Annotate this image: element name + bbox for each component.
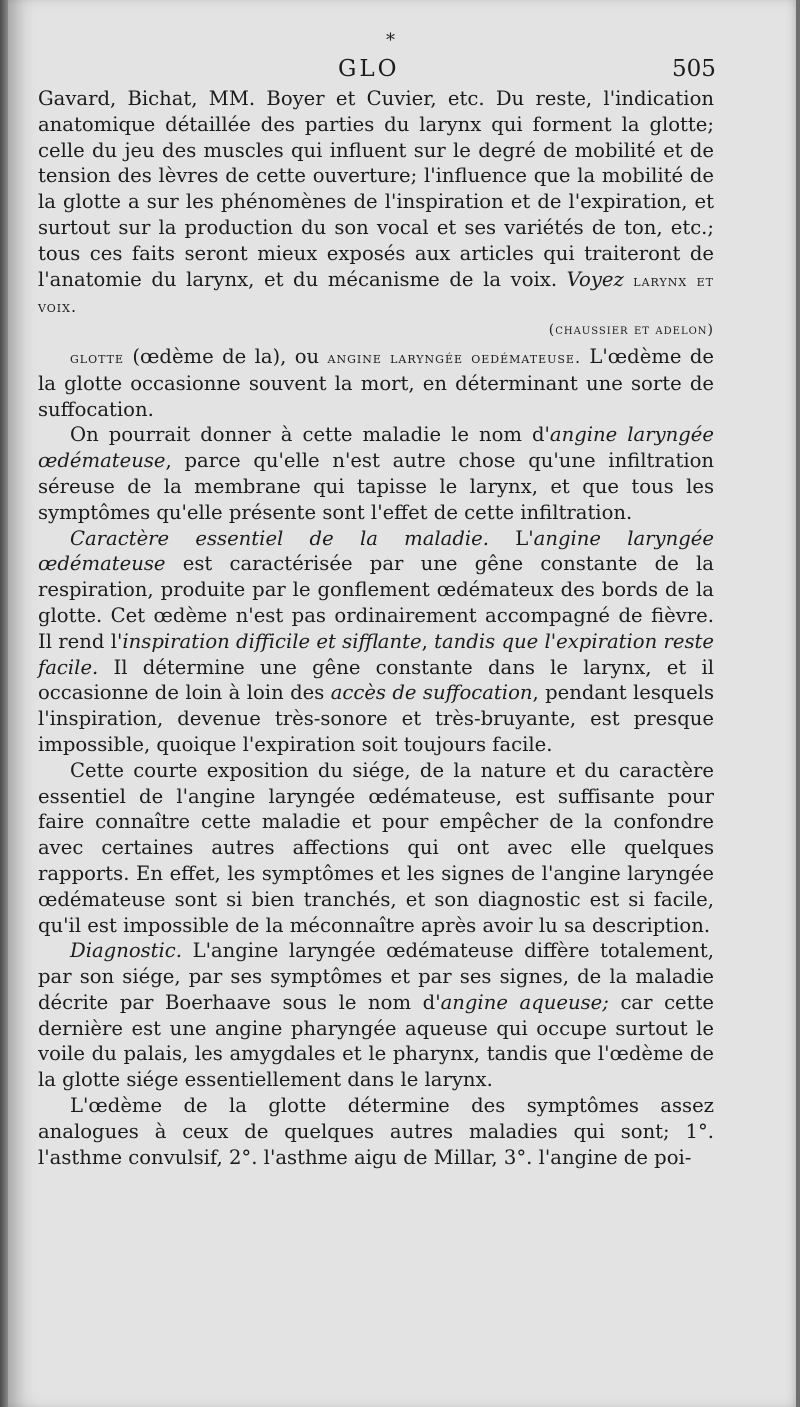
paragraph-diagnostic — [38, 938, 714, 1093]
page-number: 505 — [672, 56, 716, 82]
text-run: , parce qu'elle n'est autre chose qu'une infiltration séreuse de la membrane qui tapisse le larynx, et que tous les symptômes qu'elle présente sont l'effet de cette infiltration. — [38, 449, 714, 524]
cross-reference-targets: larynx et voix. — [38, 270, 715, 317]
book-page — [8, 0, 796, 1407]
paragraph: L'œdème de la glotte détermine des symptômes assez analogues à ceux de quelques autres maladies qui sont; 1°. l'asthme convulsif, 2°. l'asthme aigu de Millar, 3°. l'angine de poi- — [38, 1094, 714, 1169]
paragraph: Cette courte exposition du siége, de la nature et du caractère essentiel de l'angine laryngée œdémateuse, est suffisante pour faire connaître cette maladie et pour empêcher de la confondre avec certaines autres affections qui ont avec elle quelques rapports. En effet, les symptômes et les signes de l'angine laryngée œdémateuse sont si bien tranchés, et son diagnostic est si facile, qu'il est impossible de la méconnaître après avoir lu sa description. — [38, 758, 714, 937]
section-heading: Diagnostic. — [70, 939, 183, 963]
italic-term: angine aqueuse; — [440, 990, 609, 1014]
italic-term: angine laryngée œdémateuse — [38, 526, 714, 576]
entry-synonym: angine laryngée oedémateuse. — [327, 347, 582, 367]
section-heading: Caractère essentiel de la maladie. — [70, 526, 489, 550]
book-gutter — [0, 0, 8, 1407]
printer-mark: * — [386, 30, 395, 51]
body-text — [38, 86, 714, 1170]
text-run: est caractérisée par une gêne constante de la respiration, produite par le gonflement œdémateux des bords de la glotte. Cet œdème n'est pas ordinairement accompagné de fièvre. Il rend l' — [38, 552, 714, 653]
author-signature: (chaussier et adelon) — [548, 322, 714, 339]
text-run: On pourrait donner à cette maladie le nom d' — [70, 423, 550, 447]
paragraph-text: Gavard, Bichat, MM. Boyer et Cuvier, etc. Du reste, l'indication anatomique détaillée des parties du larynx qui forment la glotte; celle du jeu des muscles qui influent sur le degré de mobilité et de tension des lèvres de cette ouverture; l'influence que la mobilité de la glotte a sur les phénomènes de l'inspiration et de l'expiration, et surtout sur la production du son vocal et ses variétés de ton, etc.; tous ces faits seront mieux exposés aux articles qui traiteront de l'anatomie du larynx, et du mécanisme de la voix. — [38, 87, 714, 291]
paragraph-continued — [38, 86, 714, 320]
paragraph — [38, 422, 714, 525]
cross-reference-voyez: Voyez — [566, 267, 624, 291]
italic-term: angine laryngée œdémateuse — [38, 423, 714, 473]
entry-qualifier: (œdème de la), ou — [124, 344, 328, 368]
italic-term: tandis que l'expiration reste facile. — [38, 629, 714, 679]
text-run: L' — [489, 526, 534, 550]
italic-term: accès de suffocation — [330, 681, 533, 705]
entry-definition: L'œdème de la glotte occasionne souvent la mort, en déterminant une sorte de suffocation. — [38, 344, 714, 421]
italic-term: inspiration difficile et sifflante — [122, 629, 422, 653]
paragraph-caractere — [38, 526, 714, 758]
text-run: Il détermine une gêne constante dans le larynx, et il occasionne de loin à loin des — [38, 655, 714, 705]
text-run: L'angine laryngée œdémateuse diffère totalement, par son siége, par ses symptômes et par ses signes, de la maladie décrite par Boerhaave sous le nom d' — [38, 939, 714, 1014]
running-head: GLO — [338, 56, 400, 82]
entry-heading-paragraph — [38, 344, 714, 422]
text-run: , pendant lesquels l'inspiration, devenue très-sonore et très-bruyante, est presque impossible, quoique l'expiration soit toujours facile. — [38, 681, 714, 756]
text-run: , — [421, 629, 435, 653]
entry-headword: glotte — [70, 347, 125, 367]
text-run: car cette dernière est une angine pharyngée aqueuse qui occupe surtout le voile du palais, les amygdales et le pharynx, tandis que l'œdème de la glotte siége essentiellement dans le larynx. — [38, 990, 714, 1092]
